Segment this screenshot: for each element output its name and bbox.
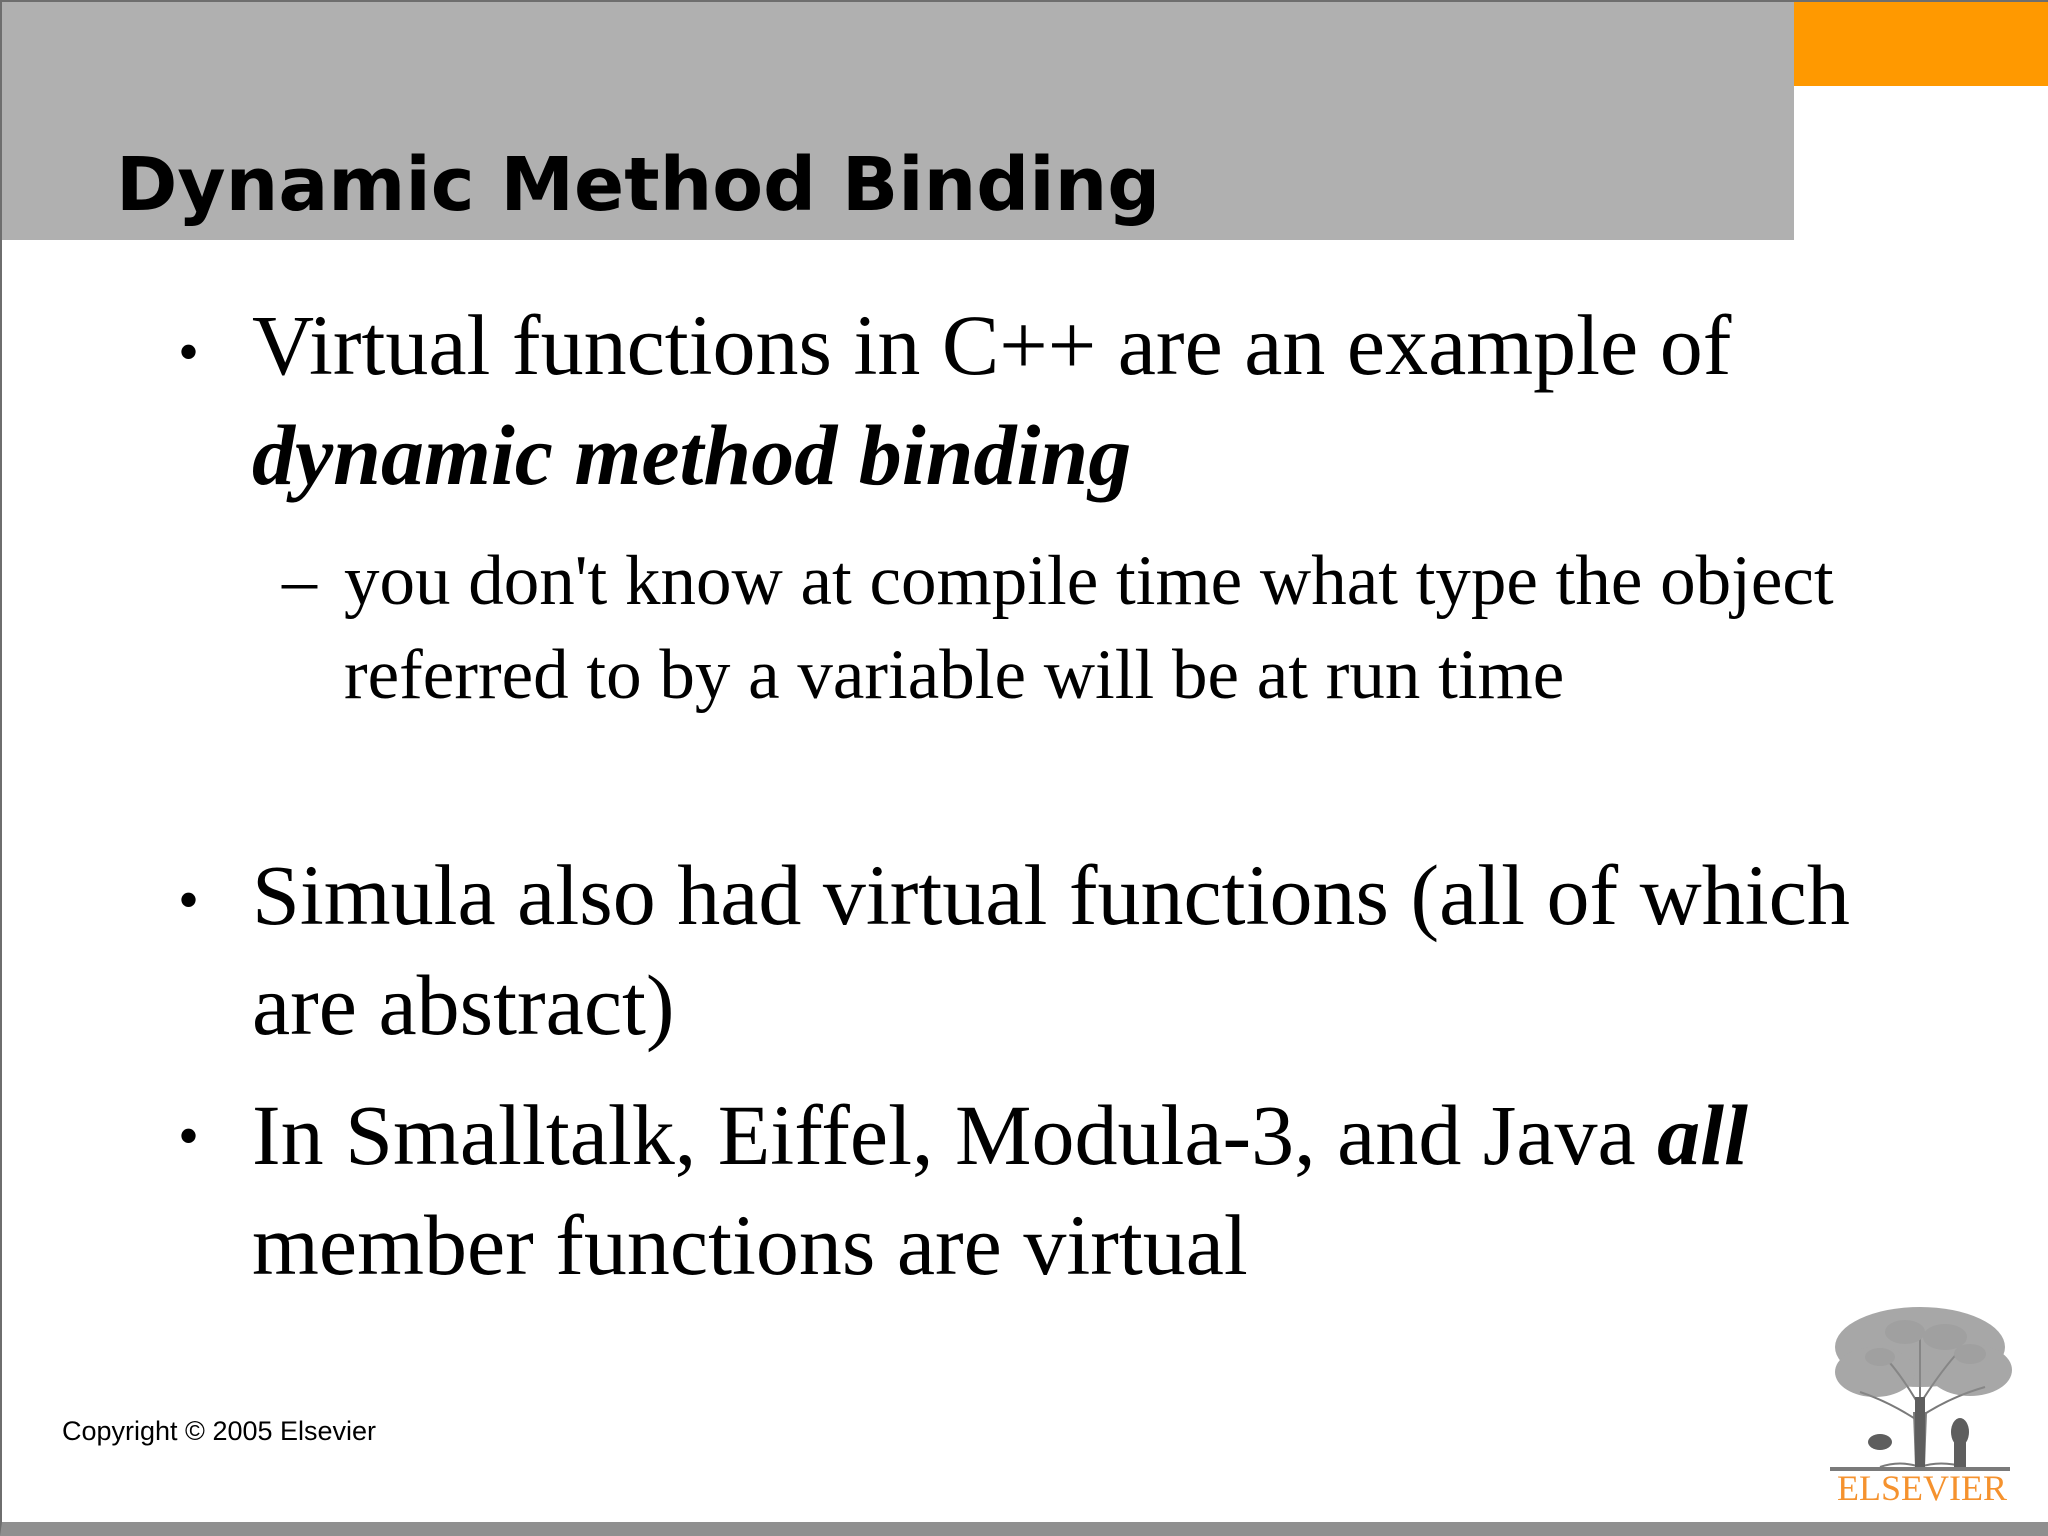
slide-title: Dynamic Method Binding — [116, 142, 1161, 228]
bullet-marker: • — [178, 1103, 200, 1169]
bullet-item — [252, 840, 1872, 1060]
bullet-marker: • — [178, 319, 200, 385]
bullet-text-after: member functions are virtual — [252, 1197, 1248, 1293]
elsevier-logo-text: ELSEVIER — [1837, 1468, 2007, 1508]
bullet-text: Simula also had virtual functions (all of which are abstract) — [252, 847, 1850, 1053]
copyright-notice: Copyright © 2005 Elsevier — [62, 1416, 377, 1446]
subbullet-item: you don't know at compile time what type the object referred to by a variable will be at run time — [344, 542, 1834, 714]
accent-block — [1794, 2, 2048, 86]
bullet-item — [252, 1080, 1872, 1300]
bullet-marker: • — [178, 867, 200, 933]
subbullet-marker: – — [282, 542, 317, 619]
bullet-text: In Smalltalk, Eiffel, Modula-3, and Java — [252, 1087, 1658, 1183]
bullet-emphasis: dynamic method binding — [252, 407, 1132, 503]
bullet-item — [252, 290, 1872, 510]
bullet-emphasis: all — [1657, 1087, 1748, 1183]
bullet-text: Virtual functions in C++ are an example of — [252, 297, 1732, 393]
